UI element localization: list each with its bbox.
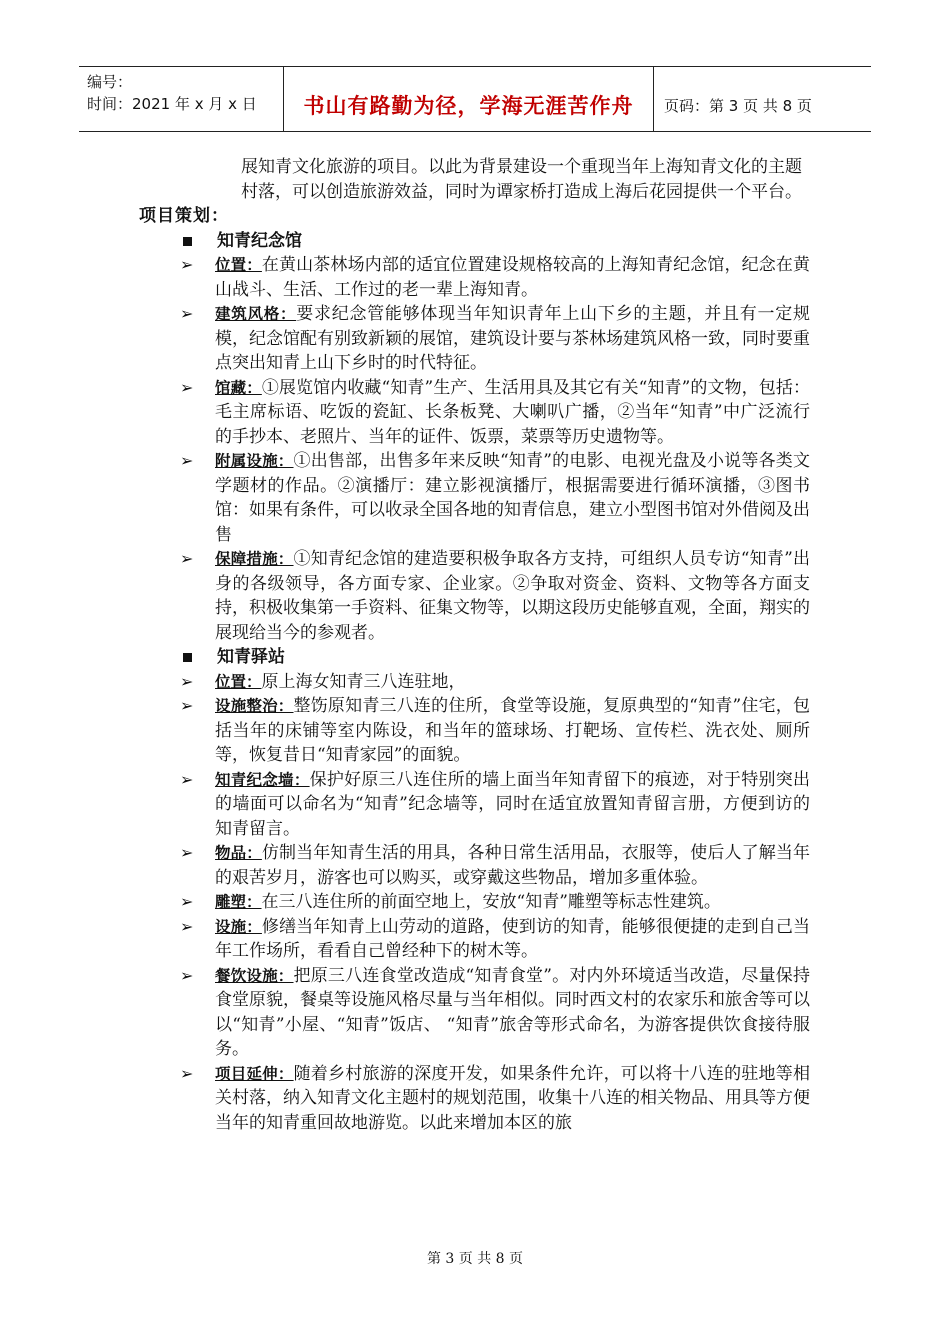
list-item — [180, 694, 950, 768]
arrow-bullet-icon: ➢ — [180, 377, 194, 397]
item-text: 把原三八连食堂改造成“知青食堂”。对内外环境适当改造，尽量保持食堂原貌，餐桌等设施风格尽量与当年相似。同时西文村的农家乐和旅舍等可以以“知青”小屋、“知青”饭店、 “知青”旅舍等形式命名，为游客提供饮食接待服务。 — [215, 965, 810, 1059]
item-label: 设施： — [215, 917, 262, 936]
section-title-text: 知青驿站 — [217, 647, 285, 667]
item-text: 保护好原三八连住所的墙上面当年知青留下的痕迹，对于特别突出的墙面可以命名为“知青”纪念墙等，同时在适宜放置知青留言册，方便到访的知青留言。 — [215, 769, 810, 839]
page-footer: 第 3 页 共 8 页 — [426, 1251, 524, 1267]
list-item — [180, 547, 950, 645]
black-square-icon — [183, 237, 192, 246]
item-label: 餐饮设施： — [215, 966, 294, 985]
item-text: 要求纪念管能够体现当年知识青年上山下乡的主题，并且有一定规模，纪念馆配有别致新颖的展馆，建筑设计要与茶林场建筑风格一致，同时要重点突出知青上山下乡时的时代特征。 — [215, 304, 810, 373]
item-text: 在三八连住所的前面空地上，安放“知青”雕塑等标志性建筑。 — [261, 892, 721, 912]
arrow-bullet-icon: ➢ — [180, 892, 194, 911]
list-item — [180, 890, 950, 915]
header-motto: 书山有路勤为径，学海无涯苦作舟 — [284, 67, 654, 131]
item-label: 知青纪念墙： — [215, 770, 310, 789]
list-item — [180, 964, 950, 1062]
section-title-text: 知青纪念馆 — [217, 230, 302, 251]
item-text: ①出售部，出售多年来反映“知青”的电影、电视光盘及小说等各类文学题材的作品。②演播厅：建立影视演播厅，根据需要进行循环演播，③图书馆：如果有条件，可以收录全国各地的知青信息，建立小型图书馆对外借阅及出售 — [215, 451, 810, 545]
section-heading: 项目策划： — [139, 206, 229, 226]
list-item — [180, 915, 950, 964]
header-meta — [79, 67, 284, 131]
item-text: 仿制当年知青生活的用具，各种日常生活用品，衣服等，使后人了解当年的艰苦岁月，游客也可以购买，或穿戴这些物品，增加多重体验。 — [215, 843, 810, 888]
list-item — [180, 253, 950, 302]
document-number-label: 编号： — [87, 73, 133, 91]
item-label: 项目延伸： — [215, 1064, 294, 1083]
arrow-bullet-icon: ➢ — [180, 671, 194, 691]
arrow-bullet-icon: ➢ — [180, 549, 194, 568]
arrow-bullet-icon: ➢ — [180, 255, 194, 274]
arrow-bullet-icon: ➢ — [180, 1063, 194, 1083]
intro-paragraph: 展知青文化旅游的项目。以此为背景建设一个重现当年上海知青文化的主题村落，可以创造旅游效益，同时为谭家桥打造成上海后花园提供一个平台。 — [241, 157, 802, 202]
list-item — [180, 768, 950, 842]
list-item — [180, 1062, 950, 1136]
document-date: 时间：2021 年 x 月 x 日 — [87, 95, 257, 113]
item-label: 位置： — [215, 256, 262, 274]
header-page-info: 页码：第 3 页 共 8 页 — [664, 96, 812, 115]
list-item — [180, 841, 950, 890]
item-text: 原上海女知青三八连驻地， — [261, 671, 466, 692]
arrow-bullet-icon: ➢ — [180, 769, 194, 789]
arrow-bullet-icon: ➢ — [180, 451, 194, 470]
item-label: 附属设施： — [215, 452, 294, 470]
list-item — [180, 302, 950, 376]
list-item — [180, 670, 950, 695]
section-title-station — [183, 645, 950, 670]
arrow-bullet-icon: ➢ — [180, 696, 194, 715]
item-text: 整饬原知青三八连的住所，食堂等设施，复原典型的“知青”住宅，包括当年的床铺等室内陈设，和当年的篮球场、打靶场、宣传栏、洗衣处、厕所等，恢复昔日“知青家园”的面貌。 — [215, 696, 810, 765]
black-square-icon — [183, 653, 192, 662]
item-text: 在黄山茶林场内部的适宜位置建设规格较高的上海知青纪念馆，纪念在黄山战斗、生活、工作过的老一辈上海知青。 — [215, 255, 810, 300]
item-label: 物品： — [215, 844, 262, 862]
item-label: 建筑风格： — [215, 305, 297, 323]
item-label: 保障措施： — [215, 550, 294, 568]
arrow-bullet-icon: ➢ — [180, 965, 194, 985]
item-label: 雕塑： — [215, 893, 262, 911]
item-text: ①展览馆内收藏“知青”生产、生活用具及其它有关“知青”的文物，包括：毛主席标语、吃饭的瓷缸、长条板凳、大喇叭广播，②当年“知青”中广泛流行的手抄本、老照片、当年的证件、饭票，菜票等历史遗物等。 — [215, 377, 810, 447]
page-header — [79, 66, 871, 132]
section-title-memorial — [183, 229, 950, 254]
document-body — [0, 155, 950, 1135]
arrow-bullet-icon: ➢ — [180, 843, 194, 862]
item-label: 馆藏： — [215, 378, 262, 397]
item-label: 设施整治： — [215, 697, 294, 715]
list-item — [180, 376, 950, 450]
item-text: 修缮当年知青上山劳动的道路，使到访的知青，能够很便捷的走到自己当年工作场所，看看自己曾经种下的树木等。 — [215, 916, 810, 961]
arrow-bullet-icon: ➢ — [180, 916, 194, 936]
list-item — [180, 449, 950, 547]
item-label: 位置： — [215, 672, 262, 691]
item-text: 随着乡村旅游的深度开发，如果条件允许，可以将十八连的驻地等相关村落，纳入知青文化主题村的规划范围，收集十八连的相关物品、用具等方便当年的知青重回故地游览。以此来增加本区的旅 — [215, 1063, 810, 1133]
arrow-bullet-icon: ➢ — [180, 304, 194, 323]
item-text: ①知青纪念馆的建造要积极争取各方支持，可组织人员专访“知青”出身的各级领导，各方面专家、企业家。②争取对资金、资料、文物等各方面支持，积极收集第一手资料、征集文物等，以期这段历史能够直观，全面，翔实的展现给当今的参观者。 — [215, 549, 810, 643]
